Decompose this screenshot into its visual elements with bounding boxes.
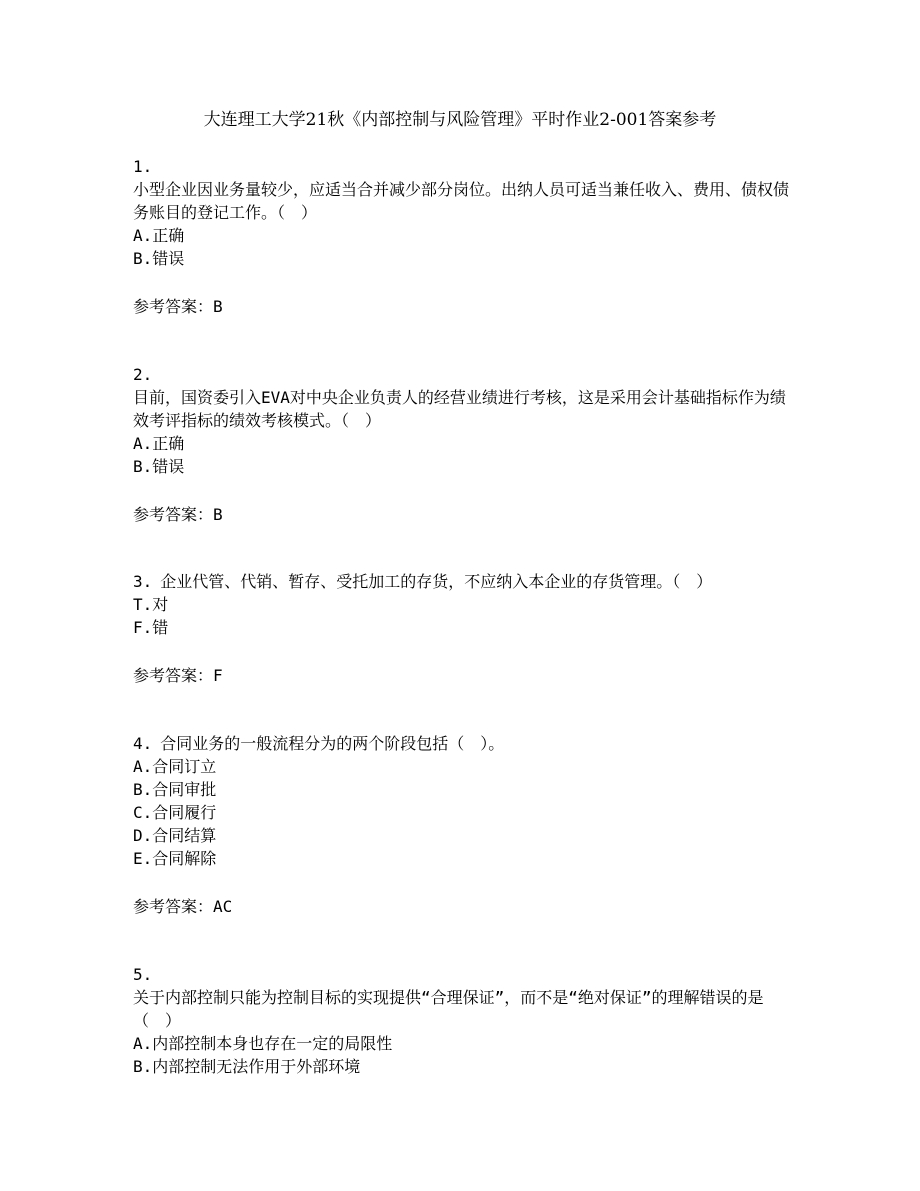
- answer-label: 参考答案：: [133, 666, 214, 685]
- answer-value: B: [213, 505, 223, 524]
- question-stem: 企业代管、代销、暂存、受托加工的存货，不应纳入本企业的存货管理。（ ）: [160, 572, 713, 591]
- answer-label: 参考答案：: [133, 297, 214, 316]
- option-e: E.合同解除: [133, 849, 217, 868]
- question-header: [133, 732, 793, 755]
- answer-label: 参考答案：: [133, 897, 214, 916]
- question-number: 5.: [133, 965, 153, 984]
- question-5: [133, 963, 793, 1078]
- answer-value: F: [213, 666, 223, 685]
- question-number: 4.: [133, 734, 153, 753]
- option-a: A.内部控制本身也存在一定的局限性: [133, 1034, 393, 1053]
- option-a: A.正确: [133, 226, 185, 245]
- answer-line: [133, 895, 793, 918]
- question-2: [133, 363, 793, 526]
- option-c: C.合同履行: [133, 803, 217, 822]
- option-a: A.合同订立: [133, 757, 217, 776]
- question-stem: 目前，国资委引入EVA对中央企业负责人的经营业绩进行考核，这是采用会计基础指标作为绩效考评指标的绩效考核模式。（ ）: [133, 388, 786, 430]
- option-b: B.错误: [133, 249, 185, 268]
- answer-line: [133, 295, 793, 318]
- answer-line: [133, 664, 793, 687]
- option-b: B.错误: [133, 457, 185, 476]
- answer-label: 参考答案：: [133, 505, 214, 524]
- option-b: B.合同审批: [133, 780, 217, 799]
- question-1: [133, 155, 793, 318]
- question-4: [133, 732, 793, 918]
- question-number: 1.: [133, 157, 153, 176]
- question-stem: 小型企业因业务量较少，应适当合并减少部分岗位。出纳人员可适当兼任收入、费用、债权债务账目的登记工作。（ ）: [133, 180, 790, 222]
- answer-value: B: [213, 297, 223, 316]
- question-header: [133, 570, 793, 593]
- question-number: 3.: [133, 572, 153, 591]
- option-b: B.内部控制无法作用于外部环境: [133, 1057, 361, 1076]
- option-a: A.正确: [133, 434, 185, 453]
- question-stem: 关于内部控制只能为控制目标的实现提供“合理保证”，而不是“绝对保证”的理解错误的是（ ）: [133, 988, 764, 1030]
- answer-value: AC: [213, 897, 233, 916]
- answer-line: [133, 503, 793, 526]
- option-f: F.错: [133, 618, 169, 637]
- question-number: 2.: [133, 365, 153, 384]
- option-t: T.对: [133, 595, 169, 614]
- question-3: [133, 570, 793, 687]
- document-title: 大连理工大学21秋《内部控制与风险管理》平时作业2-001答案参考: [203, 110, 717, 130]
- question-stem: 合同业务的一般流程分为的两个阶段包括（ ）。: [160, 734, 505, 753]
- option-d: D.合同结算: [133, 826, 217, 845]
